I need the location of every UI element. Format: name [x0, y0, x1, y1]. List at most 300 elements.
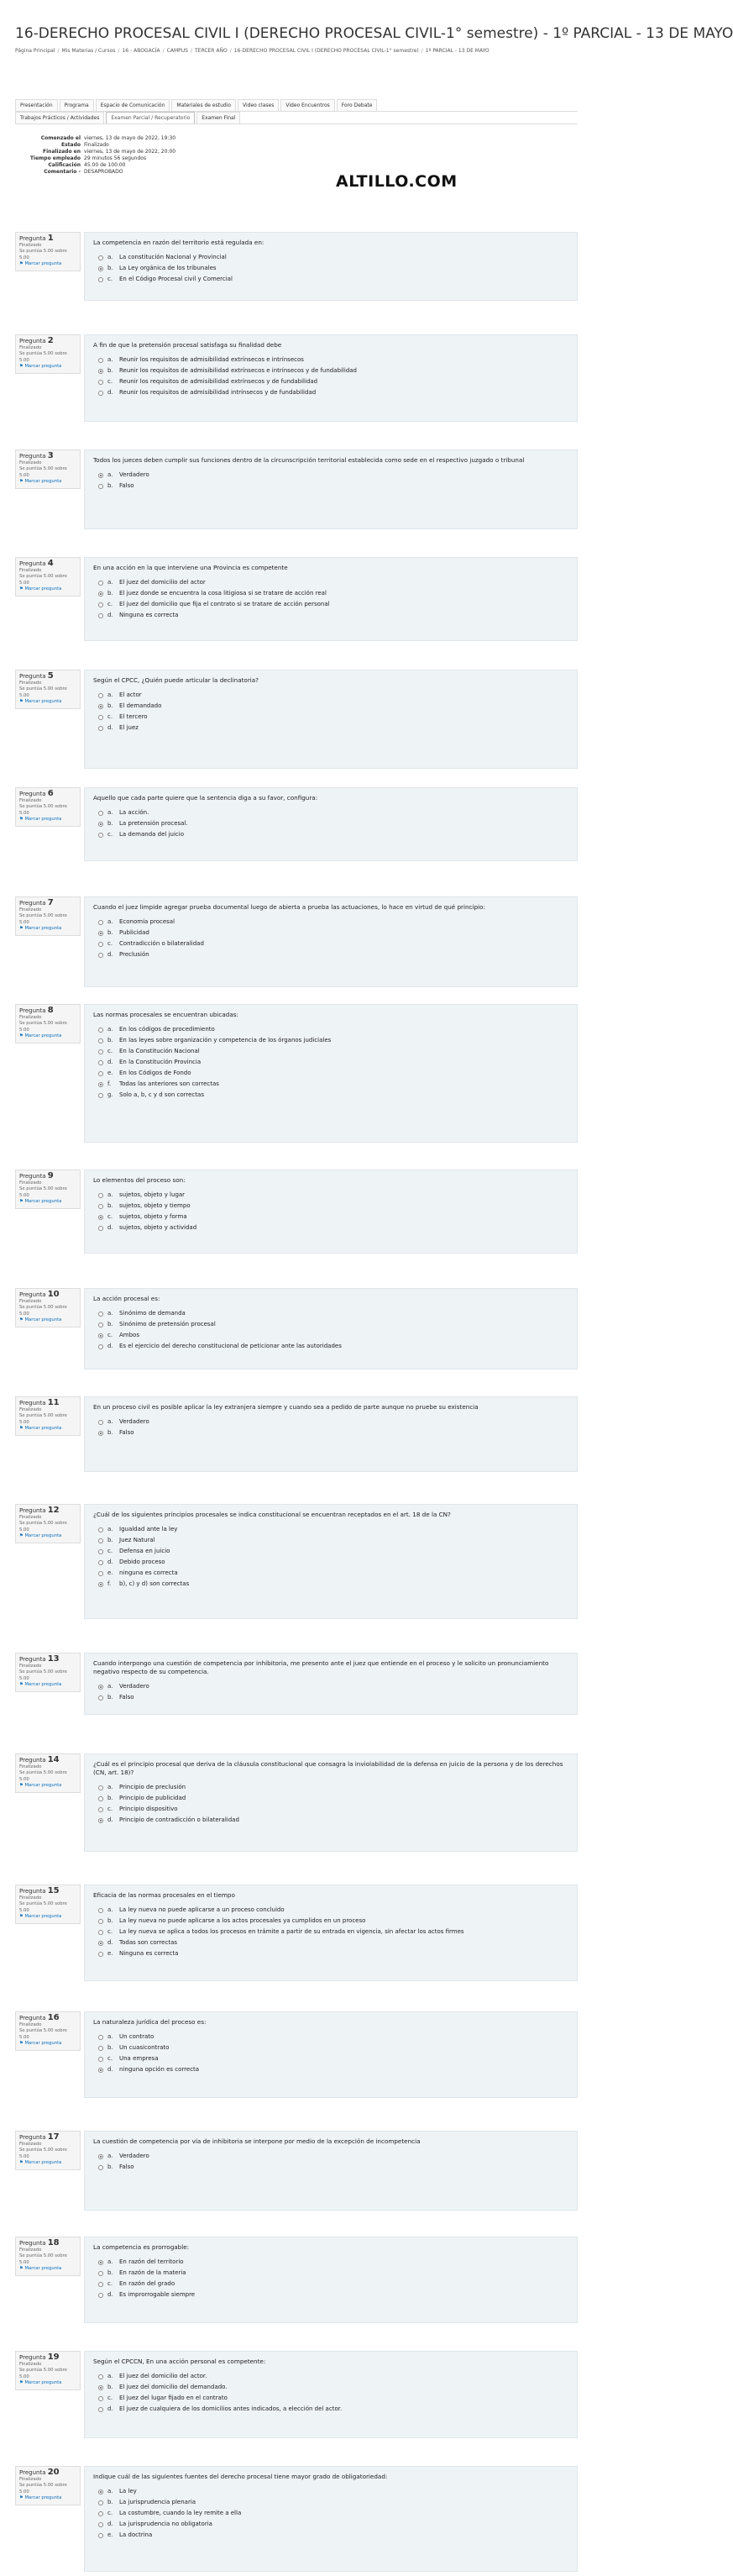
radio-button[interactable]	[98, 1226, 103, 1231]
radio-button[interactable]	[98, 2046, 103, 2051]
answer-option[interactable]	[93, 723, 568, 733]
radio-button[interactable]	[98, 942, 103, 947]
answer-option[interactable]	[93, 1427, 568, 1438]
answer-option[interactable]	[93, 928, 568, 938]
answer-option[interactable]	[93, 2162, 568, 2173]
radio-button[interactable]	[98, 391, 103, 396]
answer-option[interactable]	[93, 577, 568, 588]
flag-question-link[interactable]	[19, 261, 76, 268]
radio-button[interactable]	[98, 2385, 103, 2390]
answer-option[interactable]	[93, 1681, 568, 1692]
question-block	[15, 2237, 578, 2323]
answer-option[interactable]	[93, 2042, 568, 2053]
option-letter: a.	[107, 918, 113, 925]
answer-option[interactable]	[93, 1212, 568, 1222]
answer-option[interactable]	[93, 1557, 568, 1568]
question-status: Finalizado	[19, 1298, 42, 1304]
flag-question-link[interactable]	[19, 699, 76, 706]
tab-item[interactable]: Examen Final	[196, 112, 240, 124]
question-index: 19	[47, 2353, 60, 2362]
option-text: Ambos	[119, 1332, 139, 1338]
flag-question-link[interactable]	[19, 364, 76, 371]
answer-option[interactable]	[93, 1068, 568, 1079]
radio-button[interactable]	[98, 1785, 103, 1790]
radio-button[interactable]	[98, 1093, 103, 1098]
answer-option[interactable]	[93, 365, 568, 376]
answer-option[interactable]	[93, 1319, 568, 1330]
question-text: Según el CPCC, ¿Quién puede articular la declinatoria?	[93, 676, 259, 684]
answer-option[interactable]	[93, 712, 568, 723]
radio-button[interactable]	[98, 811, 103, 816]
radio-button[interactable]	[98, 1049, 103, 1054]
question-content	[84, 1170, 578, 1254]
answer-option[interactable]	[93, 2486, 568, 2497]
breadcrumb-separator: /	[190, 48, 192, 54]
radio-button[interactable]	[98, 1215, 103, 1220]
question-index: 8	[47, 1006, 54, 1015]
radio-button[interactable]	[98, 1071, 103, 1076]
answer-option[interactable]	[93, 2032, 568, 2042]
option-text: En los Códigos de Fondo	[119, 1070, 191, 1076]
option-letter: c.	[107, 2395, 113, 2401]
answer-option[interactable]	[93, 2064, 568, 2075]
answer-option[interactable]	[93, 263, 568, 274]
radio-button[interactable]	[98, 1930, 103, 1935]
radio-button[interactable]	[98, 2057, 103, 2062]
tab-item[interactable]: Presentación	[15, 99, 58, 111]
answer-option[interactable]	[93, 1804, 568, 1815]
answer-option[interactable]	[93, 1046, 568, 1057]
answer-option[interactable]	[93, 829, 568, 840]
radio-button[interactable]	[98, 1538, 103, 1543]
question-number	[19, 1007, 76, 1015]
radio-button[interactable]	[98, 931, 103, 936]
tab-item[interactable]: Video Encuentros	[280, 99, 334, 111]
answer-option[interactable]	[93, 1692, 568, 1703]
question-text: Aquello que cada parte quiere que la sentencia diga a su favor, configura:	[93, 794, 318, 802]
radio-button[interactable]	[98, 833, 103, 838]
option-letter: e.	[107, 1569, 113, 1576]
answer-option[interactable]	[93, 1535, 568, 1546]
answer-option[interactable]	[93, 1782, 568, 1793]
radio-button[interactable]	[98, 2396, 103, 2401]
breadcrumb-separator: /	[229, 48, 232, 54]
question-label: Pregunta	[19, 2354, 48, 2361]
flag-icon: ⚑	[19, 1033, 25, 1038]
radio-button[interactable]	[98, 2500, 103, 2505]
option-letter: b.	[107, 702, 113, 709]
answer-option[interactable]	[93, 1057, 568, 1068]
summary-value: 45.00 de 100.00	[84, 162, 126, 168]
radio-button[interactable]	[98, 1919, 103, 1924]
question-text: Indique cuál de las siguientes fuentes del derecho procesal tiene mayor grado de obligatoriedad:	[93, 2473, 388, 2480]
answer-option[interactable]	[93, 2371, 568, 2382]
option-letter: a.	[107, 2033, 113, 2040]
radio-button[interactable]	[98, 1549, 103, 1554]
question-status: Finalizado	[19, 1514, 42, 1520]
radio-button[interactable]	[98, 1082, 103, 1087]
option-letter: a.	[107, 1906, 113, 1913]
radio-button[interactable]	[98, 1038, 103, 1044]
question-info	[15, 2011, 81, 2051]
radio-button[interactable]	[98, 1060, 103, 1065]
option-letter: a.	[107, 2153, 113, 2159]
option-letter: b.	[107, 2499, 113, 2505]
answer-option[interactable]	[93, 1905, 568, 1916]
breadcrumb-link[interactable]: TERCER AÑO	[195, 48, 228, 54]
tab-item[interactable]: Foro Debate	[337, 99, 378, 111]
breadcrumb-link[interactable]: Mis Materias / Cursos	[61, 48, 116, 54]
summary-value: viernes, 13 de mayo de 2022, 20:00	[84, 149, 176, 155]
question-content	[84, 2237, 578, 2323]
question-block	[15, 1396, 578, 1472]
radio-button[interactable]	[98, 2374, 103, 2379]
option-letter: b.	[107, 2384, 113, 2390]
answer-option[interactable]	[93, 599, 568, 610]
radio-button[interactable]	[98, 1527, 103, 1532]
answer-option[interactable]	[93, 1330, 568, 1341]
question-score: Se puntúa 5.00 sobre 5.00	[19, 1901, 67, 1913]
answer-option[interactable]	[93, 2151, 568, 2162]
question-block	[15, 2466, 578, 2572]
answer-option[interactable]	[93, 1927, 568, 1937]
option-letter: d.	[107, 1224, 113, 1231]
question-index: 10	[47, 1290, 60, 1299]
radio-button[interactable]	[98, 1344, 103, 1349]
answer-option[interactable]	[93, 2530, 568, 2541]
flag-icon: ⚑	[19, 699, 25, 704]
flag-question-link[interactable]	[19, 1426, 76, 1433]
tab-item[interactable]: Materiales de estudio	[171, 99, 236, 111]
answer-option[interactable]	[93, 2508, 568, 2519]
option-letter: b.	[107, 2269, 113, 2276]
option-letter: e.	[107, 1950, 113, 1957]
summary-row	[15, 149, 301, 155]
option-text: ninguna opción es correcta	[119, 2066, 200, 2073]
radio-button[interactable]	[98, 1952, 103, 1957]
tab-item[interactable]: Examen Parcial / Recuperatorio	[106, 112, 195, 124]
radio-button[interactable]	[98, 2260, 103, 2265]
radio-button[interactable]	[98, 2522, 103, 2527]
answer-option[interactable]	[93, 1937, 568, 1948]
option-text: La ley nueva no puede aplicarse a un proceso concluido	[119, 1906, 285, 1913]
answer-option[interactable]	[93, 1793, 568, 1804]
flag-icon: ⚑	[19, 1199, 25, 1204]
radio-button[interactable]	[98, 358, 103, 363]
answer-option[interactable]	[93, 481, 568, 492]
radio-button[interactable]	[98, 591, 103, 597]
tab-item[interactable]: Programa	[60, 99, 94, 111]
flag-question-link[interactable]	[19, 586, 76, 593]
radio-button[interactable]	[98, 1431, 103, 1436]
option-text: La demanda del juicio	[119, 831, 184, 838]
radio-button[interactable]	[98, 1807, 103, 1812]
question-index: 5	[47, 671, 54, 681]
answer-option[interactable]	[93, 274, 568, 285]
question-index: 13	[47, 1654, 60, 1664]
question-block	[15, 334, 578, 422]
flag-question-link[interactable]	[19, 2266, 76, 2273]
option-text: El juez del domicilio que fija el contrato si se tratare de acción personal	[119, 601, 330, 607]
option-letter: a.	[107, 1191, 113, 1198]
question-score: Se puntúa 5.00 sobre 5.00	[19, 1669, 67, 1681]
option-text: Debido proceso	[119, 1559, 165, 1565]
answer-option[interactable]	[93, 1417, 568, 1427]
flag-question-link[interactable]	[19, 1199, 76, 1206]
answer-option[interactable]	[93, 1568, 568, 1579]
flag-question-link[interactable]	[19, 2160, 76, 2167]
radio-button[interactable]	[98, 255, 103, 260]
tab-item[interactable]: Trabajos Prácticos / Actividades	[15, 112, 104, 124]
radio-button[interactable]	[98, 693, 103, 698]
answer-option[interactable]	[93, 2257, 568, 2268]
radio-button[interactable]	[98, 1582, 103, 1587]
radio-button[interactable]	[98, 2511, 103, 2516]
option-text: El juez del domicilio del actor	[119, 579, 206, 586]
answer-option[interactable]	[93, 1190, 568, 1201]
flag-question-link[interactable]	[19, 1033, 76, 1040]
watermark-logo: ALTILLO.COM	[336, 172, 458, 191]
radio-button[interactable]	[98, 2407, 103, 2412]
answer-option[interactable]	[93, 2404, 568, 2415]
answer-option[interactable]	[93, 917, 568, 928]
question-index: 16	[47, 2013, 60, 2022]
flag-question-link[interactable]	[19, 1914, 76, 1921]
answer-option[interactable]	[93, 252, 568, 263]
answer-option[interactable]	[93, 2393, 568, 2404]
question-number	[19, 338, 76, 345]
option-letter: d.	[107, 389, 113, 396]
option-letter: e.	[107, 2531, 113, 2538]
question-index: 2	[47, 336, 54, 345]
summary-row	[15, 162, 301, 169]
answer-option[interactable]	[93, 1308, 568, 1319]
radio-button[interactable]	[98, 581, 103, 586]
question-block	[15, 1004, 578, 1143]
answer-option[interactable]	[93, 1524, 568, 1535]
answer-option[interactable]	[93, 690, 568, 701]
answer-option[interactable]	[93, 2053, 568, 2064]
radio-button[interactable]	[98, 2154, 103, 2159]
page-title: 16-DERECHO PROCESAL CIVIL I (DERECHO PROCESAL CIVIL-1° semestre) - 1º PARCIAL - 13 DE MAYO	[15, 25, 733, 42]
radio-button[interactable]	[98, 369, 103, 374]
breadcrumb-link[interactable]: Página Principal	[15, 48, 55, 54]
answer-option[interactable]	[93, 2268, 568, 2279]
answer-option[interactable]	[93, 818, 568, 829]
radio-button[interactable]	[98, 2489, 103, 2495]
breadcrumb-link[interactable]: 16 - ABOGACÍA	[122, 48, 160, 54]
flag-question-link[interactable]	[19, 2380, 76, 2387]
answer-option[interactable]	[93, 610, 568, 621]
answer-option[interactable]	[93, 2497, 568, 2508]
tab-item[interactable]: Video clases	[238, 99, 279, 111]
radio-button[interactable]	[98, 1193, 103, 1198]
question-block	[15, 2351, 578, 2438]
question-label: Pregunta	[19, 2015, 48, 2021]
option-letter: c.	[107, 2280, 113, 2287]
radio-button[interactable]	[98, 2068, 103, 2073]
summary-label: Estado	[60, 142, 81, 148]
radio-button[interactable]	[98, 1312, 103, 1317]
radio-button[interactable]	[98, 1796, 103, 1801]
radio-button[interactable]	[98, 1420, 103, 1425]
summary-label: Comentario -	[44, 169, 81, 175]
answer-option[interactable]	[93, 588, 568, 599]
answer-option[interactable]	[93, 1079, 568, 1090]
flag-question-link[interactable]	[19, 479, 76, 486]
option-letter: d.	[107, 2291, 113, 2298]
answer-option[interactable]	[93, 376, 568, 387]
option-text: El juez de cualquiera de los domicilios antes indicados, a elección del actor.	[119, 2405, 343, 2412]
radio-button[interactable]	[98, 2035, 103, 2040]
flag-label: Marcar pregunta	[24, 1199, 62, 1204]
radio-button[interactable]	[98, 1818, 103, 1823]
option-text: En las leyes sobre organización y competencia de los órganos judiciales	[119, 1037, 332, 1044]
radio-button[interactable]	[98, 2271, 103, 2276]
tab-item[interactable]: Espacio de Comunicación	[96, 99, 170, 111]
answer-option[interactable]	[93, 355, 568, 365]
question-score: Se puntúa 5.00 sobre 5.00	[19, 2368, 67, 2379]
question-content	[84, 2351, 578, 2438]
answer-option[interactable]	[93, 2279, 568, 2289]
answer-option[interactable]	[93, 1815, 568, 1826]
answer-option[interactable]	[93, 807, 568, 818]
answer-option[interactable]	[93, 949, 568, 960]
answer-option[interactable]	[93, 701, 568, 712]
question-info	[15, 1653, 81, 1692]
flag-label: Marcar pregunta	[24, 2266, 62, 2271]
radio-button[interactable]	[98, 277, 103, 282]
breadcrumb-separator: /	[162, 48, 165, 54]
option-text: El tercero	[119, 713, 148, 720]
answer-option[interactable]	[93, 1024, 568, 1035]
flag-question-link[interactable]	[19, 926, 76, 933]
breadcrumb-link[interactable]: CAMPUS	[166, 48, 188, 54]
answer-option[interactable]	[93, 1916, 568, 1927]
flag-question-link[interactable]	[19, 2495, 76, 2502]
option-text: b), c) y d) son correctas	[119, 1580, 190, 1587]
answer-option[interactable]	[93, 1201, 568, 1212]
answer-option[interactable]	[93, 2519, 568, 2530]
flag-question-link[interactable]	[19, 817, 76, 823]
radio-button[interactable]	[98, 1571, 103, 1576]
answer-option[interactable]	[93, 470, 568, 481]
option-text: La jurisprudencia plenaria	[119, 2499, 196, 2505]
option-text: Falso	[119, 1694, 134, 1701]
radio-button[interactable]	[98, 2533, 103, 2538]
option-letter: c.	[107, 940, 113, 947]
breadcrumb-link[interactable]: 1º PARCIAL - 13 DE MAYO	[425, 48, 490, 54]
option-letter: g.	[107, 1091, 113, 1098]
option-text: Principio dispositivo	[119, 1806, 178, 1812]
question-status: Finalizado	[19, 1663, 42, 1669]
breadcrumb-link[interactable]: 16-DERECHO PROCESAL CIVIL I (DERECHO PROCESAL CIVIL-1° semestre)	[233, 48, 419, 54]
flag-label: Marcar pregunta	[24, 1682, 62, 1687]
question-label: Pregunta	[19, 2134, 48, 2141]
radio-button[interactable]	[98, 2165, 103, 2170]
summary-label: Finalizado en	[43, 149, 81, 155]
radio-button[interactable]	[98, 1322, 103, 1327]
radio-button[interactable]	[98, 953, 103, 958]
answer-option[interactable]	[93, 1579, 568, 1590]
radio-button[interactable]	[98, 613, 103, 618]
radio-button[interactable]	[98, 1028, 103, 1033]
radio-button[interactable]	[98, 1560, 103, 1565]
radio-button[interactable]	[98, 2282, 103, 2287]
radio-button[interactable]	[98, 715, 103, 720]
radio-button[interactable]	[98, 1941, 103, 1946]
question-block	[15, 2011, 578, 2098]
answer-option[interactable]	[93, 387, 568, 398]
flag-question-link[interactable]	[19, 1783, 76, 1790]
answer-option[interactable]	[93, 1948, 568, 1959]
radio-button[interactable]	[98, 380, 103, 385]
breadcrumb	[15, 47, 586, 55]
answer-option[interactable]	[93, 1546, 568, 1557]
question-content	[84, 232, 578, 301]
radio-button[interactable]	[98, 704, 103, 709]
flag-question-link[interactable]	[19, 1317, 76, 1324]
question-label: Pregunta	[19, 338, 48, 344]
flag-question-link[interactable]	[19, 1533, 76, 1540]
radio-button[interactable]	[98, 1685, 103, 1690]
flag-label: Marcar pregunta	[24, 1783, 62, 1788]
radio-button[interactable]	[98, 822, 103, 827]
option-letter: b.	[107, 1202, 113, 1209]
option-letter: c.	[107, 601, 113, 607]
radio-button[interactable]	[98, 1695, 103, 1701]
question-score: Se puntúa 5.00 sobre 5.00	[19, 2253, 67, 2265]
answer-option[interactable]	[93, 2382, 568, 2393]
flag-question-link[interactable]	[19, 1682, 76, 1689]
flag-question-link[interactable]	[19, 2041, 76, 2048]
question-label: Pregunta	[19, 2469, 48, 2476]
radio-button[interactable]	[98, 1908, 103, 1913]
radio-button[interactable]	[98, 2293, 103, 2298]
radio-button[interactable]	[98, 473, 103, 478]
answer-option[interactable]	[93, 1341, 568, 1352]
radio-button[interactable]	[98, 1204, 103, 1209]
breadcrumb-separator: /	[57, 48, 60, 54]
question-label: Pregunta	[19, 2240, 48, 2247]
question-text: A fin de que la pretensión procesal satisfaga su finalidad debe	[93, 341, 282, 349]
radio-button[interactable]	[98, 266, 103, 271]
option-text: ninguna es correcta	[119, 1569, 178, 1576]
question-info	[15, 1504, 81, 1543]
question-content	[84, 787, 578, 861]
question-label: Pregunta	[19, 1656, 48, 1663]
option-letter: a.	[107, 1784, 113, 1790]
question-score: Se puntúa 5.00 sobre 5.00	[19, 1021, 67, 1033]
radio-button[interactable]	[98, 1333, 103, 1338]
answer-option[interactable]	[93, 1222, 568, 1233]
answer-option[interactable]	[93, 1090, 568, 1101]
question-status: Finalizado	[19, 2247, 42, 2253]
radio-button[interactable]	[98, 602, 103, 607]
option-text: Contradicción o bilateralidad	[119, 940, 204, 947]
radio-button[interactable]	[98, 484, 103, 489]
question-index: 14	[47, 1755, 60, 1764]
radio-button[interactable]	[98, 726, 103, 731]
question-info	[15, 1288, 81, 1327]
question-info	[15, 1753, 81, 1793]
question-index: 15	[47, 1886, 60, 1895]
answer-option[interactable]	[93, 1035, 568, 1046]
answer-option[interactable]	[93, 2289, 568, 2300]
radio-button[interactable]	[98, 920, 103, 925]
question-text: Lo elementos del proceso son:	[93, 1176, 186, 1184]
answer-option[interactable]	[93, 938, 568, 949]
